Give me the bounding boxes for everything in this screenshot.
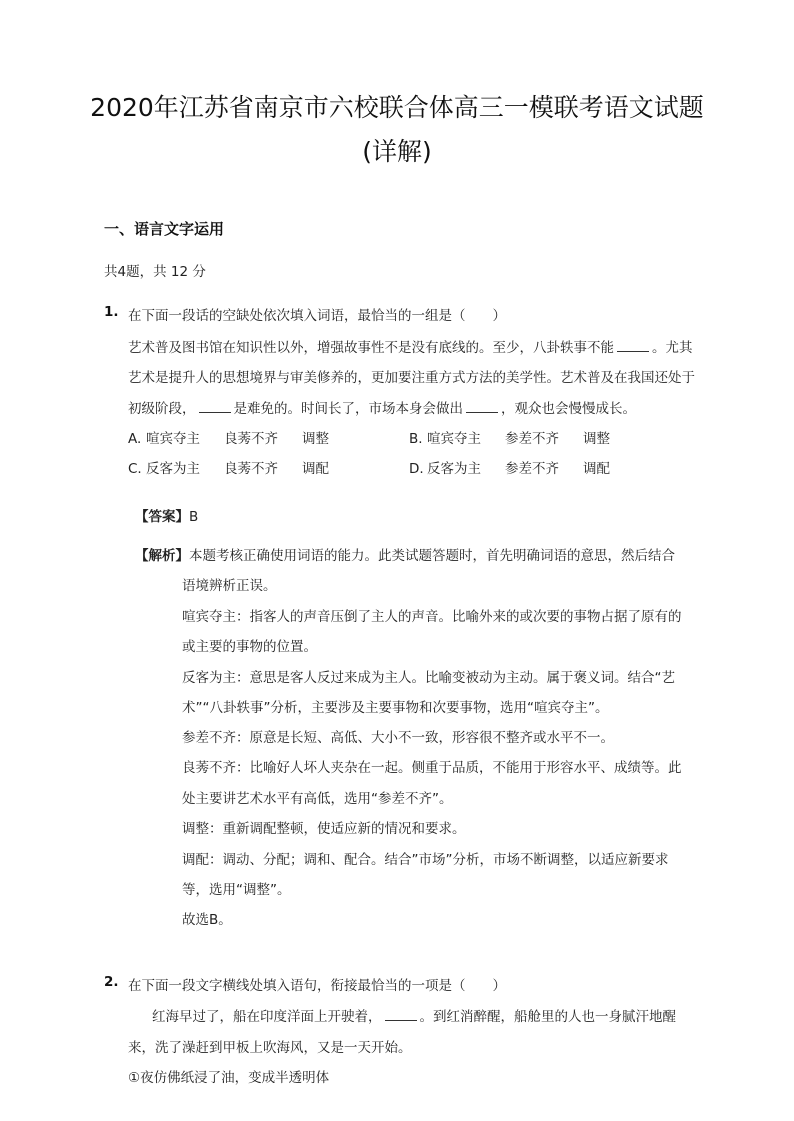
option-a[interactable] (128, 427, 329, 447)
analysis-line-4: 或主要的事物的位置。 (182, 639, 317, 655)
option-word-3: 调整 (302, 431, 329, 447)
passage-text: 。到红消醉醒，船舱里的人也一身腻汗地醒 (419, 1009, 676, 1025)
analysis-label: 【解析】 (135, 548, 189, 564)
passage-text: 艺术普及图书馆在知识性以外，增强故事性不是没有底线的。至少，八卦轶事不能 (128, 340, 614, 356)
question-2-number: 2. (104, 974, 119, 990)
option-word-3: 调整 (583, 431, 610, 447)
option-letter: C. (128, 461, 142, 477)
analysis-line-9: 处主要讲艺术水平有高低，选用“参差不齐”。 (182, 791, 453, 807)
option-d[interactable] (409, 457, 610, 477)
option-word-2: 参差不齐 (505, 431, 559, 447)
answer-value: B (189, 509, 199, 525)
option-word-1: 反客为主 (146, 461, 200, 477)
passage-text: 。尤其 (652, 340, 693, 356)
option-letter: A. (128, 431, 142, 447)
question-1-number: 1. (104, 304, 119, 320)
option-word-3: 调配 (583, 461, 610, 477)
question-1-passage-line-1 (128, 336, 693, 356)
option-word-2: 参差不齐 (505, 461, 559, 477)
option-word-2: 良莠不齐 (224, 431, 278, 447)
question-1-passage-line-3 (128, 397, 636, 417)
option-letter: B. (409, 431, 423, 447)
question-2-item-1: ①夜仿佛纸浸了油，变成半透明体 (128, 1070, 330, 1086)
option-letter: D. (409, 461, 424, 477)
passage-text: 初级阶段， (128, 401, 196, 417)
analysis-line-1 (135, 544, 675, 564)
fill-blank-3 (466, 401, 498, 413)
analysis-line-12: 等，选用“调整”。 (182, 882, 291, 898)
fill-blank-1 (617, 340, 649, 352)
question-1-passage-line-2: 艺术是提升人的思想境界与审美修养的，更加要注重方式方法的美学性。艺术普及在我国还处于 (128, 370, 695, 386)
option-word-1: 喧宾夺主 (427, 431, 481, 447)
analysis-line-10: 调整：重新调配整顿，使适应新的情况和要求。 (182, 821, 466, 837)
analysis-line-13: 故选B。 (182, 912, 232, 928)
answer-line (135, 505, 198, 525)
passage-text: ，观众也会慢慢成长。 (501, 401, 636, 417)
section-heading: 一、语言文字运用 (104, 220, 225, 238)
fill-blank-2 (199, 401, 231, 413)
analysis-text: 本题考核正确使用词语的能力。此类试题答题时，首先明确词语的意思，然后结合 (189, 548, 675, 564)
analysis-line-2: 语境辨析正误。 (182, 578, 277, 594)
answer-label: 【答案】 (135, 509, 189, 525)
option-word-2: 良莠不齐 (224, 461, 278, 477)
question-1-stem: 在下面一段话的空缺处依次填入词语，最恰当的一组是（ ） (128, 308, 506, 324)
analysis-line-8: 良莠不齐：比喻好人坏人夹杂在一起。侧重于品质，不能用于形容水平、成绩等。此 (182, 760, 682, 776)
section-summary: 共4题，共 12 分 (104, 264, 206, 280)
question-2-passage-line-1 (152, 1005, 676, 1025)
option-word-1: 反客为主 (427, 461, 481, 477)
option-b[interactable] (409, 427, 610, 447)
document-title-line-2: (详解) (362, 137, 432, 166)
analysis-line-7: 参差不齐：原意是长短、高低、大小不一致，形容很不整齐或水平不一。 (182, 730, 614, 746)
document-title-line-1: 2020年江苏省南京市六校联合体高三一模联考语文试题 (90, 93, 704, 122)
analysis-line-6: 术”“八卦轶事”分析，主要涉及主要事物和次要事物，选用“喧宾夺主”。 (182, 700, 609, 716)
passage-text: 红海早过了，船在印度洋面上开驶着， (152, 1009, 382, 1025)
analysis-line-11: 调配：调动、分配；调和、配合。结合”市场”分析，市场不断调整，以适应新要求 (182, 852, 669, 868)
analysis-line-5: 反客为主：意思是客人反过来成为主人。比喻变被动为主动。属于褒义词。结合“艺 (182, 670, 675, 686)
option-word-1: 喧宾夺主 (146, 431, 200, 447)
option-word-3: 调配 (302, 461, 329, 477)
option-c[interactable] (128, 457, 329, 477)
question-2-stem: 在下面一段文字横线处填入语句，衔接最恰当的一项是（ ） (128, 978, 506, 994)
passage-text: 是难免的。时间长了，市场本身会做出 (233, 401, 463, 417)
analysis-line-3: 喧宾夺主：指客人的声音压倒了主人的声音。比喻外来的或次要的事物占据了原有的 (182, 609, 682, 625)
question-2-passage-line-2: 来，洗了澡赶到甲板上吹海风，又是一天开始。 (128, 1040, 412, 1056)
fill-blank-1 (385, 1009, 417, 1021)
